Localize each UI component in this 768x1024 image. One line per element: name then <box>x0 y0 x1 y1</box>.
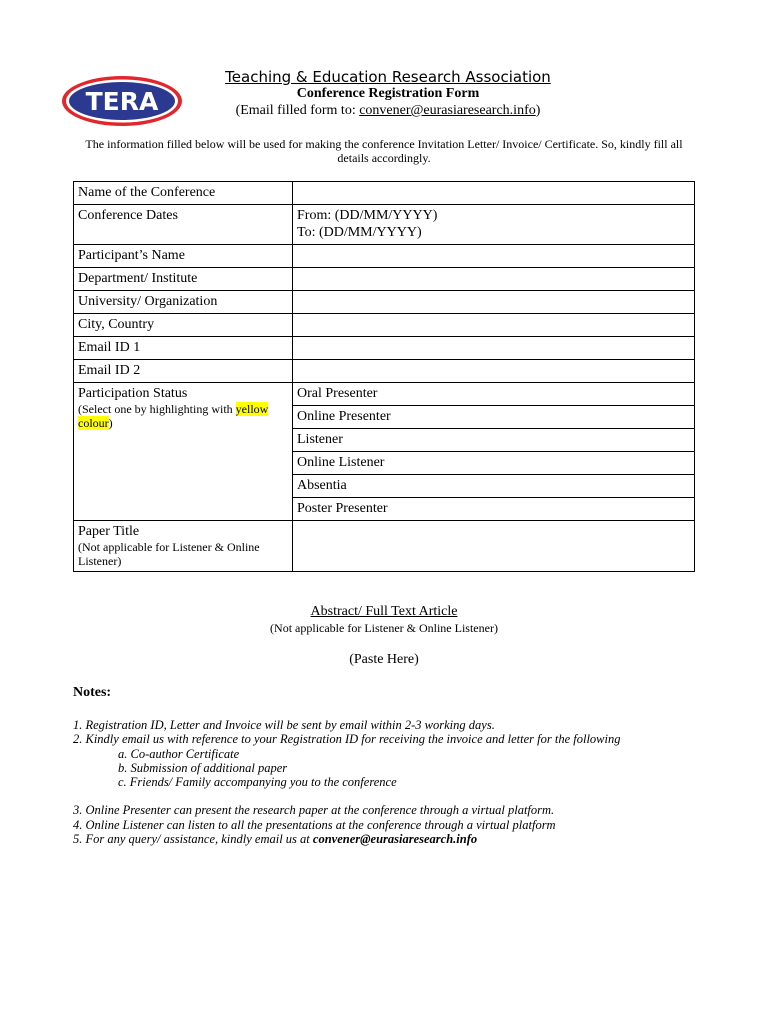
dates-to: To: (DD/MM/YYYY) <box>297 225 422 240</box>
table-row <box>74 291 695 314</box>
department-label: Department/ Institute <box>74 268 293 291</box>
status-option-online-presenter[interactable]: Online Presenter <box>293 406 695 429</box>
email-prefix: (Email filled form to: <box>235 103 360 118</box>
note-5-email-link[interactable]: convener@eurasiaresearch.info <box>312 832 478 847</box>
email-suffix: ) <box>535 103 541 118</box>
participation-status-title: Participation Status <box>78 386 188 401</box>
note-5-text: 5. For any query/ assistance, kindly email us at <box>73 832 313 847</box>
participant-name-label: Participant’s Name <box>74 245 293 268</box>
table-row <box>74 205 695 245</box>
abstract-title: Abstract/ Full Text Article <box>310 604 458 619</box>
paper-title-label <box>74 521 293 572</box>
logo-text: TERA <box>85 87 159 116</box>
table-row <box>74 268 695 291</box>
conference-name-field[interactable] <box>293 182 695 205</box>
note-2: 2. Kindly email us with reference to your Registration ID for receiving the invoice and letter for the following <box>73 732 621 747</box>
note-2b: b. Submission of additional paper <box>118 760 288 775</box>
conference-dates-label: Conference Dates <box>74 205 293 245</box>
note-4: 4. Online Listener can listen to all the presentations at the conference through a virtual platform <box>73 817 556 832</box>
email2-field[interactable] <box>293 360 695 383</box>
table-row <box>74 314 695 337</box>
registration-table <box>73 181 695 572</box>
note-5 <box>73 832 713 846</box>
university-label: University/ Organization <box>74 291 293 314</box>
abstract-subtitle: (Not applicable for Listener & Online Listener) <box>270 621 498 635</box>
email1-field[interactable] <box>293 337 695 360</box>
notes-list <box>73 718 713 846</box>
info-text: The information filled below will be used for making the conference Invitation Letter/ Invoice/ Certificate. So, kindly fill all details accordingly. <box>85 137 683 165</box>
status-option-absentia[interactable]: Absentia <box>293 475 695 498</box>
note-2a: a. Co-author Certificate <box>118 746 240 761</box>
table-row <box>74 182 695 205</box>
email2-label: Email ID 2 <box>74 360 293 383</box>
tera-logo <box>60 74 184 128</box>
participation-status-hint: (Select one by highlighting with yellow colour) <box>78 402 269 430</box>
note-3: 3. Online Presenter can present the research paper at the conference through a virtual platform. <box>73 803 555 818</box>
table-row <box>74 337 695 360</box>
notes-heading: Notes: <box>73 685 112 700</box>
status-option-oral-presenter[interactable]: Oral Presenter <box>293 383 695 406</box>
form-title: Conference Registration Form <box>296 86 480 101</box>
abstract-paste-area[interactable]: (Paste Here) <box>349 652 419 667</box>
participant-name-field[interactable] <box>293 245 695 268</box>
table-row <box>74 383 695 406</box>
status-option-online-listener[interactable]: Online Listener <box>293 452 695 475</box>
table-row <box>74 521 695 572</box>
table-row <box>74 245 695 268</box>
conference-name-label: Name of the Conference <box>74 182 293 205</box>
department-field[interactable] <box>293 268 695 291</box>
note-2c: c. Friends/ Family accompanying you to the conference <box>118 775 397 790</box>
email-instruction <box>200 103 576 119</box>
yellow-highlight-text: yellow colour <box>78 402 269 430</box>
status-option-listener[interactable]: Listener <box>293 429 695 452</box>
paper-title-field[interactable] <box>293 521 695 572</box>
participation-status-label <box>74 383 293 521</box>
organization-title: Teaching & Education Research Association <box>225 68 551 86</box>
status-option-poster-presenter[interactable]: Poster Presenter <box>293 498 695 521</box>
city-country-label: City, Country <box>74 314 293 337</box>
convener-email-link[interactable]: convener@eurasiaresearch.info <box>359 103 536 118</box>
conference-dates-field[interactable] <box>293 205 695 245</box>
paper-title-hint: (Not applicable for Listener & Online Listener) <box>78 540 260 568</box>
notes-spacer <box>73 789 713 803</box>
email1-label: Email ID 1 <box>74 337 293 360</box>
dates-from: From: (DD/MM/YYYY) <box>297 208 438 223</box>
table-row <box>74 360 695 383</box>
paper-title-text: Paper Title <box>78 524 140 539</box>
note-1: 1. Registration ID, Letter and Invoice will be sent by email within 2-3 working days. <box>73 718 495 732</box>
city-country-field[interactable] <box>293 314 695 337</box>
university-field[interactable] <box>293 291 695 314</box>
